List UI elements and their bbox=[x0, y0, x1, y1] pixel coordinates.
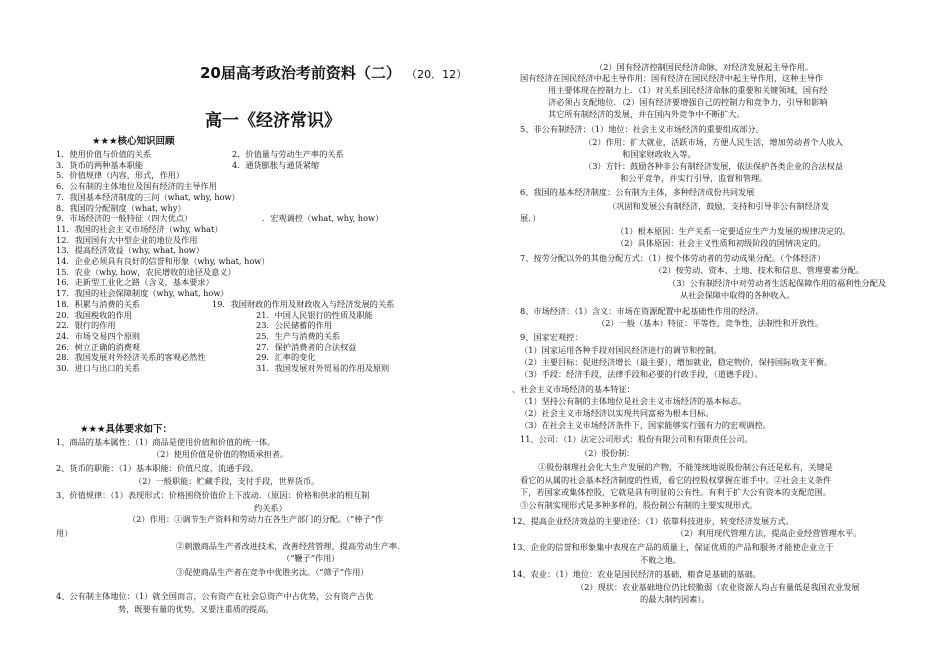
right-text-line: （巩固和发展公有制经济，鼓励，支持和引导非公有制经济发 bbox=[608, 201, 830, 211]
requirement-line: 4、公有制主体地位：（1）就全国而言，公有资产在社会总资产中占优势，公有资产占优 bbox=[56, 591, 374, 601]
knowledge-item: 16．走新型工业化之路（含义，基本要求） bbox=[56, 277, 214, 288]
knowledge-item: 21．中国人民银行的性质及职能 bbox=[256, 309, 373, 320]
knowledge-item: ．宏观调控（what, why, how） bbox=[262, 213, 384, 224]
title-date: （20．12） bbox=[406, 68, 468, 81]
right-text-line: ③公有制实现形式是多种多样的，股份制公有制的主要实现形式。 bbox=[520, 500, 758, 510]
requirement-line: （“鞭子”作用） bbox=[282, 553, 340, 563]
knowledge-item: 6．公有制的主体地位及国有经济的主导作用 bbox=[56, 181, 217, 192]
knowledge-item: 29．汇率的变化 bbox=[256, 352, 316, 363]
knowledge-item: 23．公民储蓄的作用 bbox=[256, 320, 332, 331]
knowledge-item: 31．我国发展对外贸易的作用及原则 bbox=[256, 363, 390, 373]
right-text-line: 看它的从属的社会基本经济制度的性质，看它的控股权掌握在谁手中。②社会主义条件 bbox=[520, 475, 832, 485]
knowledge-item: 8．我国的分配制度（what, why） bbox=[56, 202, 186, 213]
right-text-line: （3）方针：鼓励各种非公有制经济发展，依法保护各类企业的合法权益 bbox=[584, 161, 844, 171]
right-text-line: 12、提高企业经济效益的主要途径：（1）依靠科技进步，转变经济发展方式。 bbox=[512, 516, 794, 526]
right-text-line: 14、农业：（1）地位：农业是国民经济的基础，粮食是基础的基础。 bbox=[512, 569, 761, 579]
requirement-line: 1、商品的基本属性：（1）商品是使用价值和价值的统一体。 bbox=[56, 437, 276, 447]
knowledge-item: 24．市场交易四个原则 bbox=[56, 330, 141, 341]
right-text-line: （1）坚持公有制的主体地位是社会主义市场经济的基本标志。 bbox=[520, 396, 747, 406]
right-text-line: 不败之地。 bbox=[640, 555, 681, 565]
knowledge-item: 1．使用价值与价值的关系 bbox=[56, 149, 152, 159]
knowledge-item: 11．我国的社会主义市场经济（why, what） bbox=[56, 223, 223, 234]
knowledge-item: 15．农业（why, how，农民增收的途径及意义） bbox=[56, 266, 236, 277]
right-text-line: （2）作用：扩大就业，活跃市场，方便人民生活，增加劳动者个人收入 bbox=[584, 137, 844, 147]
knowledge-item: 12．我国国有大中型企业的地位及作用 bbox=[56, 234, 198, 245]
knowledge-item: 18．积累与消费的关系 bbox=[56, 298, 141, 309]
requirement-line: （2）作用：①调节生产资料和劳动力在各生产部门的分配。（“棒子”作 bbox=[128, 514, 384, 524]
right-text-line: 8、市场经济：（1）含义：市场在资源配置中起基础性作用的经济。 bbox=[520, 306, 764, 316]
requirement-line: 势，既要有量的优势，又要注重质的提高。 bbox=[118, 604, 274, 614]
right-text-line: （2）社会主义市场经济以实现共同富裕为根本目标。 bbox=[520, 408, 714, 418]
right-text-line: （2）一般（基本）特征：平等性，竞争性，法制性和开放性。 bbox=[597, 318, 824, 328]
right-text-line: 的最大制约因素）。 bbox=[640, 594, 710, 604]
right-text-line: 11、公司：（1）法定公司形式：股份有限公司和有限责任公司。 bbox=[520, 434, 753, 444]
knowledge-item: 4．通货膨胀与通货紧缩 bbox=[232, 159, 320, 170]
right-text-line: 用主要体现在控制力上．（1）对关系国民经济命脉的重要和关键领域，国有经 bbox=[548, 85, 828, 95]
document-title bbox=[200, 62, 467, 83]
knowledge-item: 17．我国的社会保障制度（why, what, how） bbox=[56, 288, 229, 299]
knowledge-item: 27．保护消费者的合法权益 bbox=[256, 341, 357, 352]
right-text-line: 济必须占支配地位．（2）国有经济要增强自己的控制力和竞争力，引导和影响 bbox=[548, 97, 828, 107]
title-text: 20届高考政治考前资料（二） bbox=[200, 64, 401, 82]
knowledge-item: 22．银行的作用 bbox=[56, 320, 116, 331]
knowledge-item: 28．我国发展对外经济关系的客观必然性 bbox=[56, 352, 206, 363]
requirement-line: （2）使用价值是价值的物质承担者。 bbox=[152, 449, 289, 459]
knowledge-item: 3．货币的两种基本职能 bbox=[56, 159, 144, 170]
right-text-line: 和国家财政收入等。 bbox=[622, 149, 696, 159]
right-text-line: （2）现状：农业基础地位仍比较脆弱（农业资源人均占有量低是我国农业发展 bbox=[576, 582, 860, 592]
knowledge-item: 5．价值规律（内容，形式，作用） bbox=[56, 170, 185, 181]
requirement-line: 2、货币的职能：（1）基本职能：价值尺度，流通手段。 bbox=[56, 463, 259, 473]
right-text-line: 展．） bbox=[520, 213, 541, 223]
right-text-line: （3）在社会主义市场经济条件下，国家能够实行强有力的宏观调控。 bbox=[520, 420, 771, 430]
right-text-line: 13、企业的信誉和形象集中表现在产品的质量上，保证优质的产品和服务才能使企业立于 bbox=[512, 542, 834, 552]
right-text-line: （2）利用现代管理方法，提高企业经营管理水平。 bbox=[676, 528, 862, 538]
requirement-line: 约关系） bbox=[254, 503, 287, 513]
requirements-heading: ★★★具体要求如下： bbox=[80, 424, 173, 435]
knowledge-item: 9．市场经济的一般特征（四大优点） bbox=[56, 213, 193, 224]
knowledge-item: 25．生产与消费的关系 bbox=[256, 330, 341, 341]
right-text-line: （2）主要目标：促进经济增长（最主要），增加就业，稳定物价，保持国际收支平衡。 bbox=[520, 357, 833, 367]
knowledge-item: 30．进口与出口的关系 bbox=[56, 363, 141, 373]
requirement-line: ②刺激商品生产者改进技术，改善经营管理，提高劳动生产率． bbox=[176, 541, 406, 551]
right-text-line: （2）具体原因：社会主义性质和初级阶段的国情决定的。 bbox=[616, 238, 826, 248]
right-text-line: 9、国家宏观控： bbox=[520, 332, 583, 342]
right-text-line: 6、我国的基本经济制度：公有制为主体，多种经济成份共同发展 bbox=[520, 187, 755, 197]
right-text-line: （3）手段：经济手段，法律手段和必要的行政手段，（道德手段）。 bbox=[520, 369, 763, 379]
core-knowledge-heading: ★★★核心知识回顾 bbox=[92, 136, 175, 147]
right-text-line: 下，若国家或集体控股，它就是具有明显的公有性。有利于扩大公有资本的支配范围。 bbox=[520, 487, 832, 497]
right-text-line: 其它所有制经济的发展，并在国内外竞争中不断扩大。 bbox=[548, 109, 745, 119]
knowledge-item: 14．企业必须具有良好的信誉和形象（why, what, how） bbox=[56, 256, 270, 266]
requirement-line: 3、价值规律：（1）表现形式：价格围绕价值价上下波动．（原因：价格和供求的相互制 bbox=[56, 490, 370, 500]
knowledge-item: 13．提高经济效益（why, what, how） bbox=[56, 245, 204, 256]
right-text-line: （2）按劳动、资本、土地、技术和信息、管理要素分配。 bbox=[654, 265, 864, 275]
right-text-line: （2）国有经济控制国民经济命脉，对经济发展起主导作用。 bbox=[595, 62, 814, 72]
knowledge-item: 19．我国财政的作用及财政收入与经济发展的关系 bbox=[212, 298, 395, 309]
right-text-line: （1）国家运用各种手段对国民经济进行的调节和控制。 bbox=[520, 345, 722, 355]
right-text-line: （3）公有制经济中对劳动者生活起保障作用的福利性分配及 bbox=[668, 278, 887, 288]
knowledge-item: 2．价值量与劳动生产率的关系 bbox=[232, 149, 344, 159]
knowledge-item: 7．我国基本经济制度的三问（what, why, how） bbox=[56, 191, 240, 202]
right-text-line: ①股份制理社会化大生产发展的产物，不能笼统地说股份制公有还是私有，关键是 bbox=[538, 462, 833, 472]
requirement-line: 用） bbox=[56, 528, 73, 538]
requirement-line: ③促使商品生产者在竞争中优胜劣汰。（“筛子”作用） bbox=[176, 567, 369, 577]
right-text-line: 7、按劳分配以外的其他分配方式：（1）按个体劳动者的劳动成果分配。（个体经济） bbox=[520, 253, 826, 263]
right-text-line: （2）股份制： bbox=[580, 448, 635, 458]
right-text-line: （1）根本原因：生产关系一定要适应生产力发展的规律决定的。 bbox=[616, 226, 851, 236]
right-text-line: 和公平竞争，并实行引导，监督和管理。 bbox=[620, 173, 768, 183]
right-text-line: 5、非公有制经济：（1）地位：社会主义市场经济的重要组成部分。 bbox=[520, 124, 764, 134]
right-text-line: 国有经济在国民经济中起主导作用：国有经济在国民经济中起主导作用，这种主导作 bbox=[520, 73, 823, 83]
knowledge-item: 26．树立正确的消费观 bbox=[56, 341, 141, 352]
right-text-line: 从社会保障中取得的各种收入。 bbox=[680, 290, 795, 300]
requirement-line: （2）一般职能：贮藏手段，支付手段，世界货币。 bbox=[134, 476, 320, 486]
section-subtitle: 高一《经济常识》 bbox=[205, 111, 341, 131]
knowledge-item: 20．我国税收的作用 bbox=[56, 309, 132, 320]
right-text-line: 、社会主义市场经济的基本特征： bbox=[512, 384, 635, 394]
